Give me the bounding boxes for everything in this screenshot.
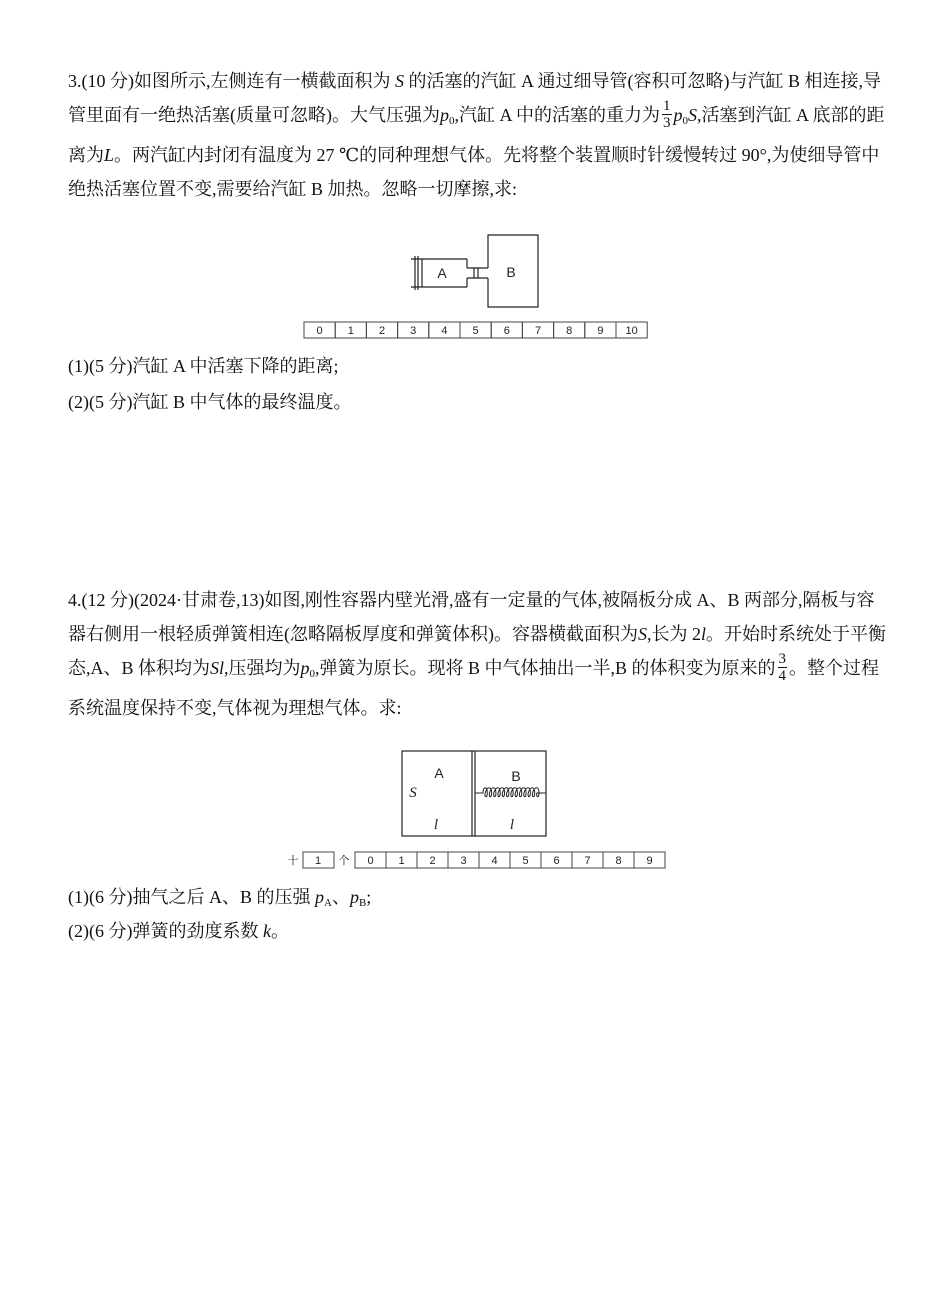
question-points: (10 分) [81,71,134,91]
text-run: ,弹簧为原长。现将 B 中气体抽出一半,B 的体积变为原来的 [315,658,776,678]
symbol-p: p [673,105,683,125]
question-number: 4. [68,590,82,610]
ruler-label: 4 [441,325,448,337]
sub-question-1: (1)(5 分)汽缸 A 中活塞下降的距离; [68,356,339,376]
text-run: ,长为 2 [647,624,701,644]
text-run: 。 [270,921,289,941]
thin-tube [467,268,488,278]
text-run: ; [366,887,372,907]
figure-q4 [280,748,670,872]
symbol-p: p [349,887,359,907]
ruler-label: 8 [615,855,622,867]
ruler [304,322,647,338]
subscript: A [323,897,332,909]
text-run: 。开始时系统处于平衡态,A、B 体积均为 [68,624,887,678]
text-run: 如图所示,左侧连有一横截面积为 [134,71,391,91]
spring [475,788,546,797]
symbol-k: k [262,921,271,941]
ruler-label: 6 [553,855,560,867]
ruler-prefix [288,852,350,868]
text-run: ,汽缸 A 中的活塞的重力为 [454,105,661,125]
ruler-prefix-right: 个 [338,855,350,867]
symbol-S: S [688,105,698,125]
text-run: 的活塞的汽缸 A 通过细导管(容积可忽略)与汽缸 B 相连接,导管里面有一绝热活塞(质量可忽略)。大气压强为 [68,71,881,125]
container [402,751,546,836]
subscript: 0 [309,668,316,680]
ruler-label: 9 [597,325,604,337]
sub-question-2 [68,918,289,944]
text-run: ,压强均为 [224,658,301,678]
text-run: ,活塞到汽缸 A 底部的距离为 [68,105,885,165]
ruler-label: 6 [503,325,510,337]
subscript: 0 [682,115,689,127]
insulated-piston [474,268,478,278]
ruler-label: 0 [367,855,374,867]
fraction [778,651,788,684]
ruler [355,852,665,868]
label-l-B: l [509,817,515,833]
label-A: A [437,265,447,281]
symbol-p: p [440,105,449,125]
fraction-denominator: 4 [778,668,787,685]
ruler-label: 2 [429,855,436,867]
ruler-label: 3 [460,855,467,867]
question-number: 3. [68,71,82,91]
ruler-label: 1 [347,325,354,337]
text-run: 、 [331,887,350,907]
question-4-text [68,583,888,725]
ruler-label: 3 [410,325,417,337]
text-run: (1)(6 分)抽气之后 A、B 的压强 [68,887,315,907]
ruler-prefix-left: 十 [287,855,299,867]
fraction-denominator: 3 [663,115,671,132]
ruler-label: 9 [646,855,653,867]
ruler-label: 7 [534,325,542,337]
symbol-l: l [701,624,707,644]
label-S: S [409,785,417,801]
fraction [662,98,672,131]
subscript: B [358,897,367,909]
question-points: (12 分) [81,590,134,610]
fraction-numerator: 1 [663,98,671,115]
symbol-S: S [638,624,647,644]
text-run: (2)(6 分)弹簧的劲度系数 [68,921,263,941]
ruler-label: 10 [625,325,638,337]
symbol-p: p [314,887,324,907]
text-run: 如图,刚性容器内壁光滑,盛有一定量的气体,被隔板分成 A、B 两部分,隔板与容器右侧用一根轻质弹簧相连(忽略隔板厚度和弹簧体积)。容器横截面积为 [68,590,875,644]
label-A: A [434,765,444,781]
label-l-A: l [433,817,439,833]
sub-question-2: (2)(5 分)汽缸 B 中气体的最终温度。 [68,392,352,412]
ruler-prefix-box: 1 [314,855,322,867]
ruler-label: 2 [378,325,386,337]
symbol-p: p [300,658,310,678]
symbol-L: L [104,145,115,165]
ruler-label: 7 [584,855,591,867]
question-source: (2024·甘肃卷,13) [134,590,265,610]
ruler-label: 4 [491,855,498,867]
subscript: 0 [449,115,455,127]
sub-question-1 [68,884,371,916]
ruler-label: 8 [566,325,573,337]
label-B: B [506,264,516,280]
fraction-numerator: 3 [778,651,787,668]
symbol-Sl: Sl [210,658,225,678]
ruler-label: 5 [522,855,529,867]
ruler-label: 1 [398,855,405,867]
figure-q3 [300,230,650,342]
text-run: 。两汽缸内封闭有温度为 27 ℃的同种理想气体。先将整个装置顺时针缓慢转过 90°,为使细导管中绝热活塞位置不变,需要给汽缸 B 加热。忽略一切摩擦,求: [68,145,880,199]
ruler-label: 0 [316,325,323,337]
ruler-label: 5 [472,325,479,337]
label-B: B [511,768,521,784]
text-run: 。整个过程系统温度保持不变,气体视为理想气体。求: [68,658,880,718]
question-3-text [68,64,888,206]
symbol-S: S [395,71,404,91]
